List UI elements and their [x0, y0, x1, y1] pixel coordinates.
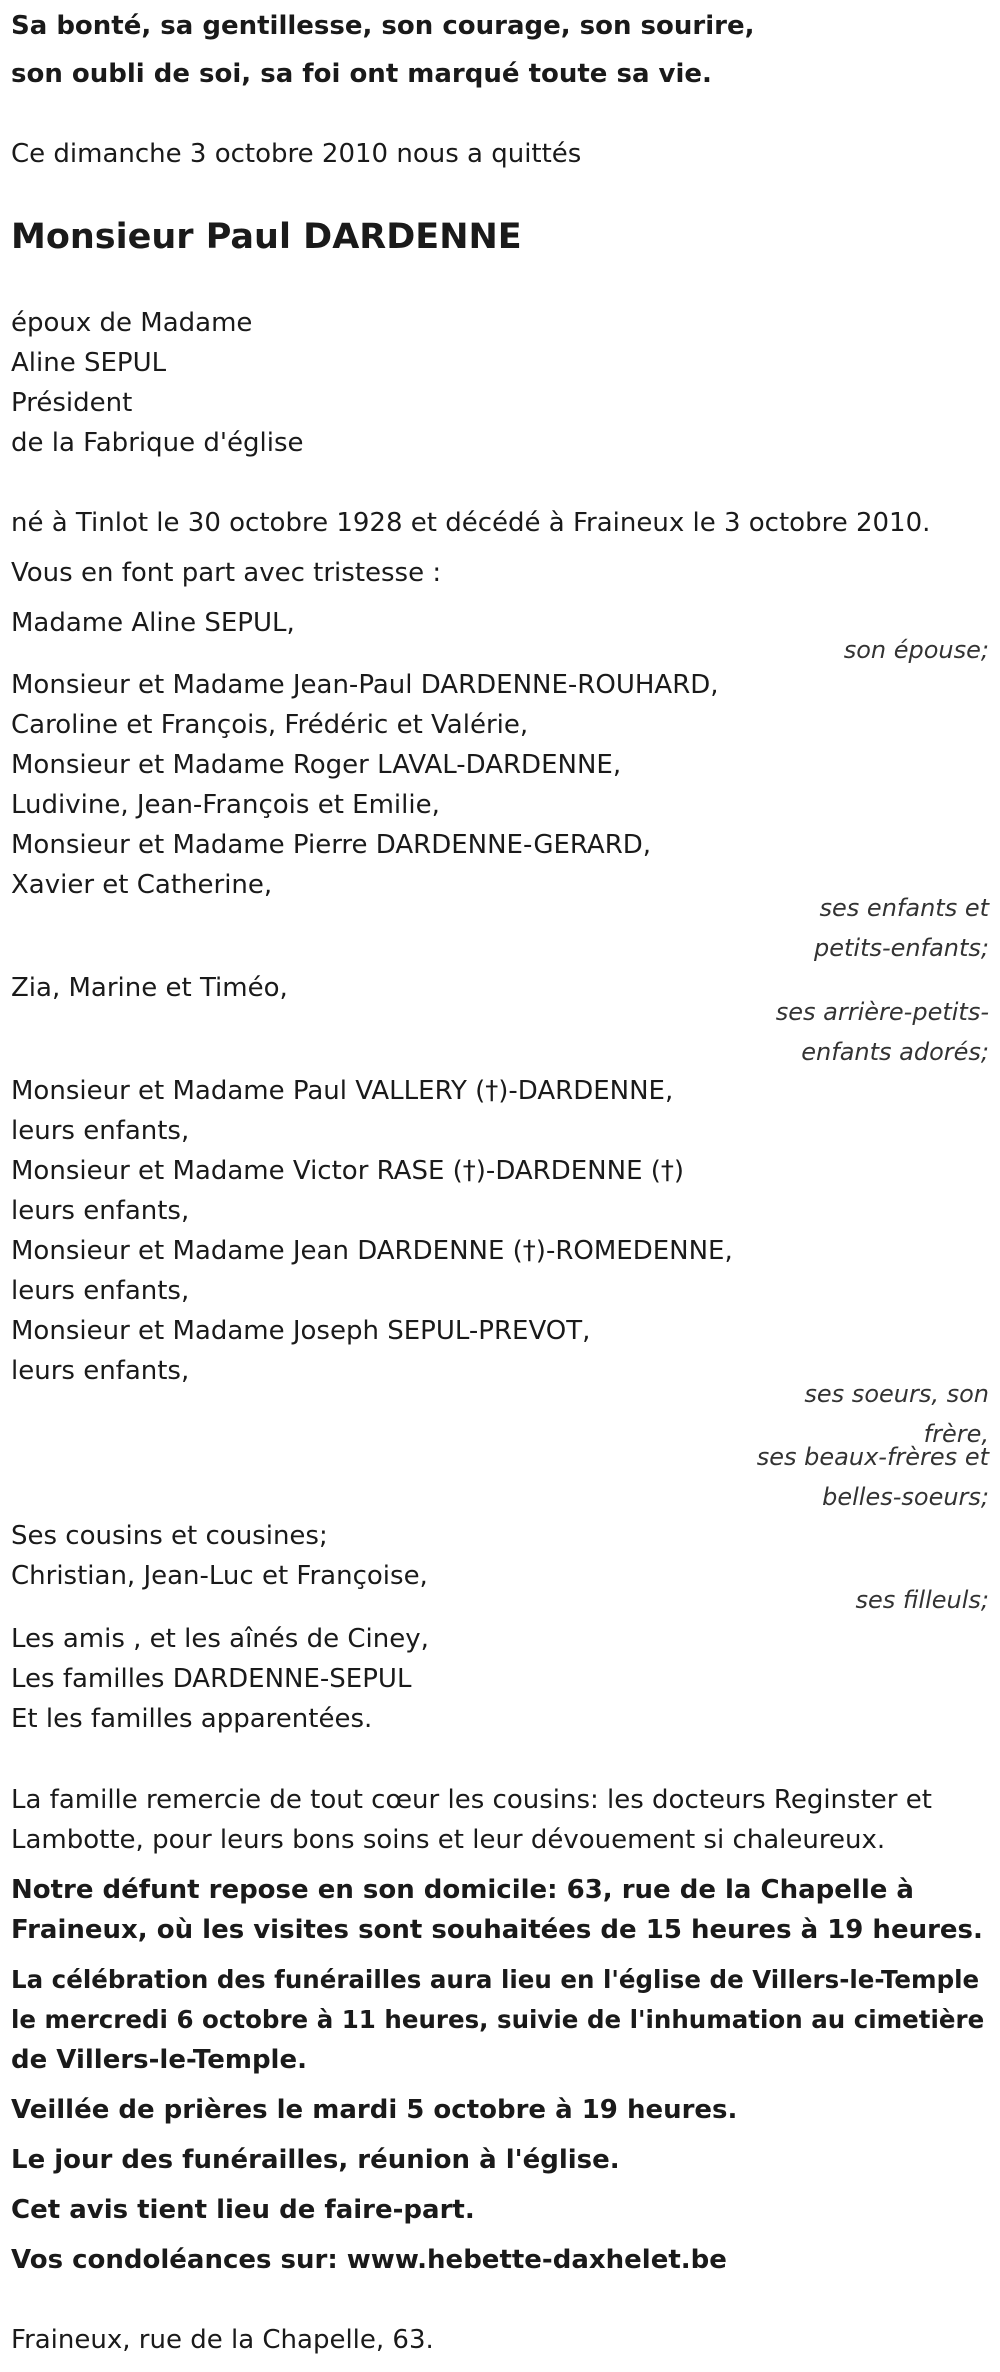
description-line: de la Fabrique d'église — [11, 428, 304, 458]
children-line: Monsieur et Madame Roger LAVAL-DARDENNE, — [11, 750, 622, 780]
cousins-line: Christian, Jean-Luc et Françoise, — [11, 1561, 428, 1591]
tribute-line-2: son oubli de soi, sa foi ont marqué toute sa vie. — [11, 59, 712, 89]
great-grandchildren-role: enfants adorés; — [801, 1038, 989, 1066]
children-role: ses enfants et — [819, 894, 989, 922]
ceremony-line: de Villers-le-Temple. — [11, 2045, 307, 2075]
reunion-line: Le jour des funérailles, réunion à l'église. — [11, 2145, 620, 2175]
others-line: Les amis , et les aînés de Ciney, — [11, 1624, 429, 1654]
children-line: Monsieur et Madame Pierre DARDENNE-GERARD, — [11, 830, 652, 860]
description-line: époux de Madame — [11, 308, 253, 338]
siblings-line: leurs enfants, — [11, 1276, 190, 1306]
address-line: Fraineux, rue de la Chapelle, 63. — [11, 2325, 434, 2355]
children-role: petits-enfants; — [814, 934, 989, 962]
siblings-role: ses beaux-frères et — [756, 1443, 989, 1471]
cousins-line: Ses cousins et cousines; — [11, 1521, 328, 1551]
children-line: Caroline et François, Frédéric et Valérie, — [11, 710, 529, 740]
spouse-line: Madame Aline SEPUL, — [11, 608, 295, 638]
tribute-line-1: Sa bonté, sa gentillesse, son courage, son sourire, — [11, 11, 755, 41]
siblings-role: ses soeurs, son — [804, 1380, 989, 1408]
siblings-line: leurs enfants, — [11, 1196, 190, 1226]
notice-line: Cet avis tient lieu de faire-part. — [11, 2195, 475, 2225]
vigil-line: Veillée de prières le mardi 5 octobre à 19 heures. — [11, 2095, 738, 2125]
deceased-name: Monsieur Paul DARDENNE — [11, 217, 522, 257]
birth-death-line: né à Tinlot le 30 octobre 1928 et décédé à Fraineux le 3 octobre 2010. — [11, 508, 931, 538]
ceremony-line: le mercredi 6 octobre à 11 heures, suivie de l'inhumation au cimetière — [11, 2005, 985, 2034]
death-announcement: Ce dimanche 3 octobre 2010 nous a quittés — [11, 139, 582, 169]
family-intro: Vous en font part avec tristesse : — [11, 558, 442, 588]
siblings-line: leurs enfants, — [11, 1356, 190, 1386]
great-grandchildren-line: Zia, Marine et Timéo, — [11, 973, 288, 1003]
thanks-line: Lambotte, pour leurs bons soins et leur dévouement si chaleureux. — [11, 1825, 886, 1855]
great-grandchildren-role: ses arrière-petits- — [775, 998, 989, 1026]
siblings-line: leurs enfants, — [11, 1116, 190, 1146]
siblings-line: Monsieur et Madame Paul VALLERY (†)-DARDENNE, — [11, 1076, 674, 1106]
siblings-line: Monsieur et Madame Jean DARDENNE (†)-ROMEDENNE, — [11, 1236, 733, 1266]
siblings-role: frère, — [923, 1420, 989, 1448]
ceremony-line: La célébration des funérailles aura lieu en l'église de Villers-le-Temple — [11, 1965, 980, 1994]
spouse-role: son épouse; — [843, 636, 989, 664]
description-line: Aline SEPUL — [11, 348, 167, 378]
children-line: Monsieur et Madame Jean-Paul DARDENNE-ROUHARD, — [11, 670, 719, 700]
others-line: Et les familles apparentées. — [11, 1704, 373, 1734]
children-line: Ludivine, Jean-François et Emilie, — [11, 790, 440, 820]
thanks-line: La famille remercie de tout cœur les cousins: les docteurs Reginster et — [11, 1785, 932, 1815]
description-line: Président — [11, 388, 133, 418]
siblings-line: Monsieur et Madame Victor RASE (†)-DARDENNE (†) — [11, 1156, 685, 1186]
repose-line: Fraineux, où les visites sont souhaitées de 15 heures à 19 heures. — [11, 1915, 983, 1945]
godchildren-role: ses filleuls; — [855, 1586, 989, 1614]
siblings-role: belles-soeurs; — [822, 1483, 989, 1511]
others-line: Les familles DARDENNE-SEPUL — [11, 1664, 412, 1694]
children-line: Xavier et Catherine, — [11, 870, 273, 900]
condolences-line: Vos condoléances sur: www.hebette-daxhelet.be — [11, 2245, 727, 2275]
repose-line: Notre défunt repose en son domicile: 63, rue de la Chapelle à — [11, 1875, 914, 1905]
siblings-line: Monsieur et Madame Joseph SEPUL-PREVOT, — [11, 1316, 591, 1346]
